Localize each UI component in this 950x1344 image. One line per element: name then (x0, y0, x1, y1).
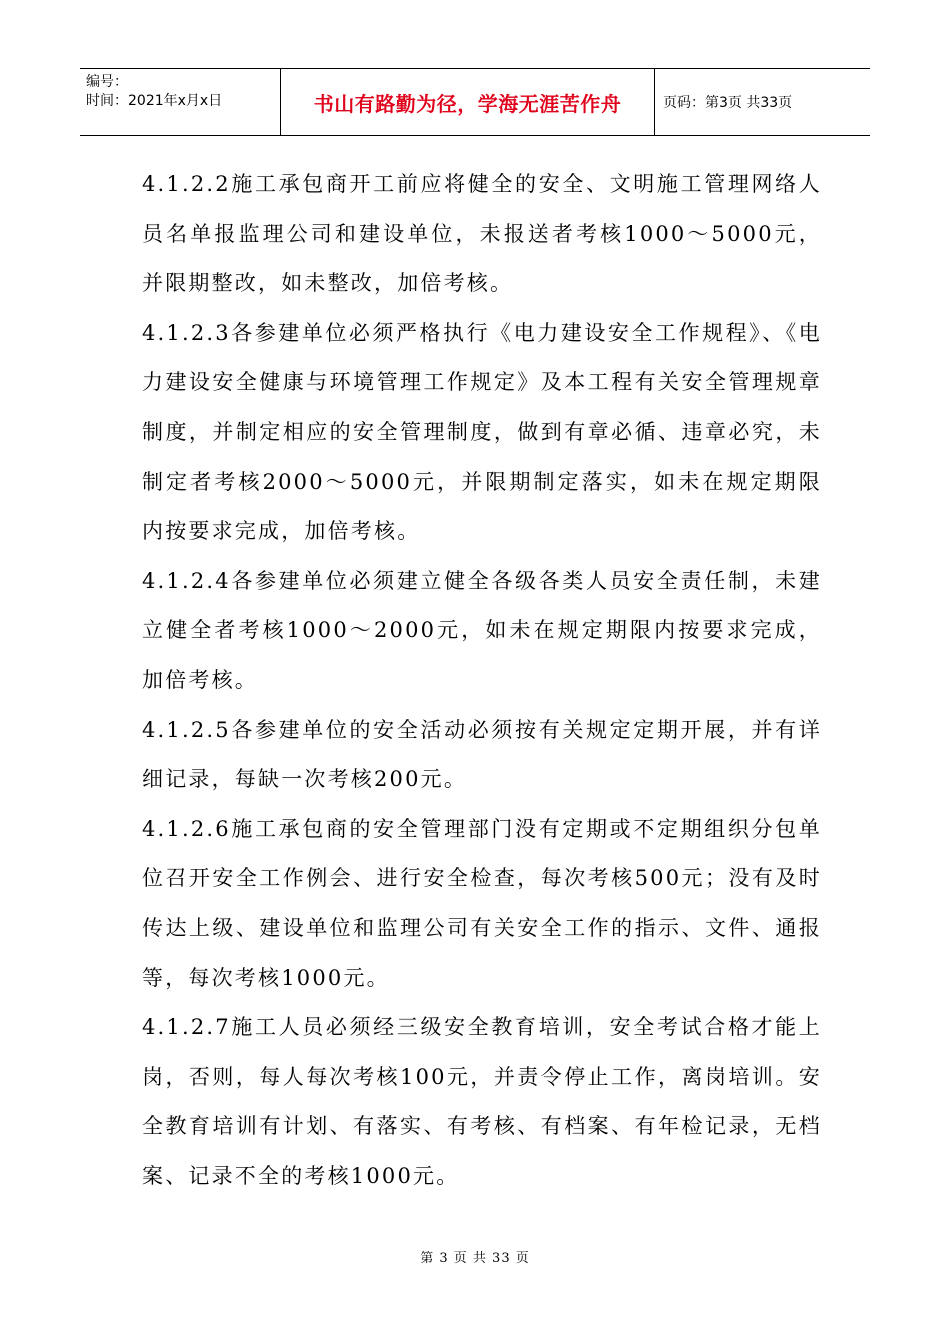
document-date-label: 时间：2021年x月x日 (86, 93, 223, 109)
clause-4-1-2-6: 4.1.2.6施工承包商的安全管理部门没有定期或不定期组织分包单位召开安全工作例会、进行安全检查，每次考核500元；没有及时传达上级、建设单位和监理公司有关安全工作的指示、文件、通报等，每次考核1000元。 (142, 816, 822, 990)
header-motto: 书山有路勤为径，学海无涯苦作舟 (313, 91, 622, 116)
document-body (142, 160, 822, 1201)
page-header (80, 68, 870, 136)
clause-4-1-2-7: 4.1.2.7施工人员必须经三级安全教育培训，安全考试合格才能上岗，否则，每人每次考核100元，并责令停止工作，离岗培训。安全教育培训有计划、有落实、有考核、有档案、有年检记录，无档案、记录不全的考核1000元。 (142, 1015, 822, 1188)
document-number-label: 编号： (86, 74, 128, 90)
page-footer (0, 1247, 950, 1266)
header-motto-cell (281, 69, 655, 135)
clause-4-1-2-3: 4.1.2.3各参建单位必须严格执行《电力建设安全工作规程》、《电力建设安全健康与环境管理工作规定》及本工程有关安全管理规章制度，并制定相应的安全管理制度，做到有章必循、违章必究，未制定者考核2000～5000元，并限期制定落实，如未在规定期限内按要求完成，加倍考核。 (142, 320, 822, 544)
header-info-cell (80, 69, 281, 135)
clause-4-1-2-2: 4.1.2.2施工承包商开工前应将健全的安全、文明施工管理网络人员名单报监理公司和建设单位，未报送者考核1000～5000元，并限期整改，如未整改，加倍考核。 (142, 172, 822, 296)
header-page-number: 页码：第3页 共33页 (663, 95, 793, 111)
header-page-cell (655, 69, 870, 135)
clause-4-1-2-5: 4.1.2.5各参建单位的安全活动必须按有关规定定期开展，并有详细记录，每缺一次考核200元。 (142, 717, 822, 792)
footer-page-number: 第 3 页 共 33 页 (420, 1251, 530, 1266)
clause-4-1-2-4: 4.1.2.4各参建单位必须建立健全各级各类人员安全责任制，未建立健全者考核1000～2000元，如未在规定期限内按要求完成，加倍考核。 (142, 568, 822, 692)
